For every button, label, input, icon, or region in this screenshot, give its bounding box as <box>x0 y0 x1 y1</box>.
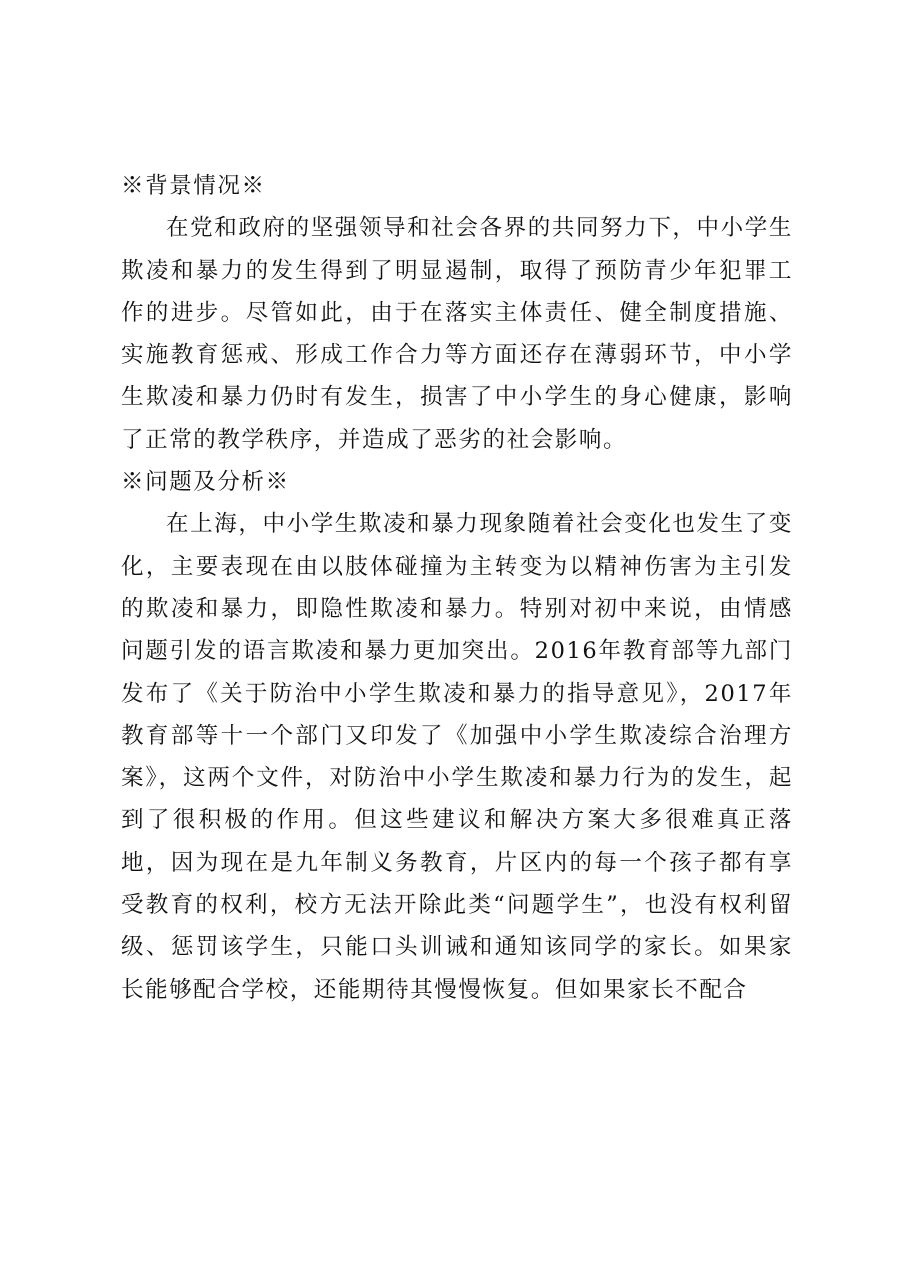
section-paragraph-background: 在党和政府的坚强领导和社会各界的共同努力下，中小学生欺凌和暴力的发生得到了明显遏制，取得了预防青少年犯罪工作的进步。尽管如此，由于在落实主体责任、健全制度措施、实施教育惩戒、形成工作合力等方面还存在薄弱环节，中小学生欺凌和暴力仍时有发生，损害了中小学生的身心健康，影响了正常的教学秩序，并造成了恶劣的社会影响。 <box>121 215 793 453</box>
section-heading-problems: ※问题及分析※ <box>121 469 290 496</box>
section-paragraph-problems: 在上海，中小学生欺凌和暴力现象随着社会变化也发生了变化，主要表现在由以肢体碰撞为主转变为以精神伤害为主引发的欺凌和暴力，即隐性欺凌和暴力。特别对初中来说，由情感问题引发的语言欺凌和暴力更加突出。2016年教育部等九部门发布了《关于防治中小学生欺凌和暴力的指导意见》，2017年教育部等十一个部门又印发了《加强中小学生欺凌综合治理方案》，这两个文件，对防治中小学生欺凌和暴力行为的发生，起到了很积极的作用。但这些建议和解决方案大多很难真正落地，因为现在是九年制义务教育，片区内的每一个孩子都有享受教育的权利，校方无法开除此类“问题学生”，也没有权利留级、惩罚该学生，只能口头训诫和通知该同学的家长。如果家长能够配合学校，还能期待其慢慢恢复。但如果家长不配合 <box>121 511 793 1003</box>
document-body <box>121 165 793 1011</box>
section-heading-background: ※背景情况※ <box>121 173 266 199</box>
